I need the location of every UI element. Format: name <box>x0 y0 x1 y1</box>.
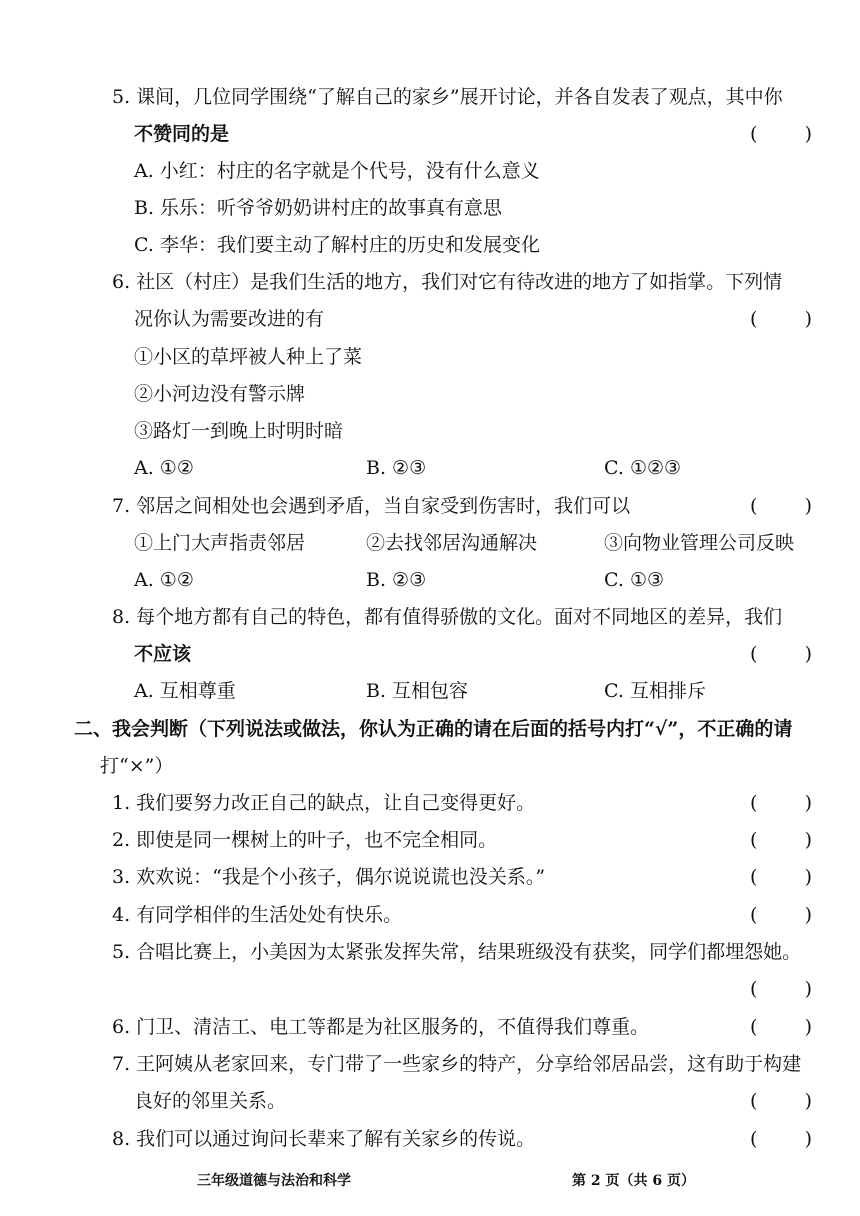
q6-item-2: ②小河边没有警示牌 <box>134 383 306 405</box>
q8-stem-line1: 8. 每个地方都有自己的特色，都有值得骄傲的文化。面对不同地区的差异，我们 <box>112 606 783 628</box>
footer-page-number: 第 2 页（共 6 页） <box>572 1173 695 1189</box>
q6-item-1: ①小区的草坪被人种上了菜 <box>134 346 363 368</box>
judge-item-3: 3. 欢欢说：“我是个小孩子，偶尔说说谎也没关系。” <box>112 866 546 888</box>
q5-stem-line2: 不赞同的是 <box>134 123 230 145</box>
judge-2-answer-bracket[interactable]: ( ) <box>750 829 812 851</box>
q8-option-a: A. 互相尊重 <box>134 680 236 702</box>
judge-4-answer-bracket[interactable]: ( ) <box>750 904 812 926</box>
q6-stem-line2: 况你认为需要改进的有 <box>134 308 325 330</box>
q7-item-3: ③向物业管理公司反映 <box>604 532 795 554</box>
judge-item-1: 1. 我们要努力改正自己的缺点，让自己变得更好。 <box>112 792 536 814</box>
q6-item-3: ③路灯一到晚上时明时暗 <box>134 420 344 442</box>
judge-7-answer-bracket[interactable]: ( ) <box>750 1090 812 1112</box>
q6-answer-bracket[interactable]: ( ) <box>750 308 812 330</box>
q5-option-b: B. 乐乐：听爷爷奶奶讲村庄的故事真有意思 <box>134 197 503 219</box>
judge-3-answer-bracket[interactable]: ( ) <box>750 866 812 888</box>
q6-option-c: C. ①②③ <box>604 457 682 479</box>
q8-option-b: B. 互相包容 <box>366 680 469 702</box>
q6-option-a: A. ①② <box>134 457 194 479</box>
judge-item-2: 2. 即使是同一棵树上的叶子，也不完全相同。 <box>112 829 498 851</box>
judge-item-4: 4. 有同学相伴的生活处处有快乐。 <box>112 904 403 926</box>
q7-option-b: B. ②③ <box>366 569 427 591</box>
footer-subject: 三年级道德与法治和科学 <box>197 1173 351 1189</box>
q7-stem-line1: 7. 邻居之间相处也会遇到矛盾，当自家受到伤害时，我们可以 <box>112 495 631 517</box>
judge-1-answer-bracket[interactable]: ( ) <box>750 792 812 814</box>
judge-item-5: 5. 合唱比赛上，小美因为太紧张发挥失常，结果班级没有获奖，同学们都埋怨她。 <box>112 941 802 963</box>
q5-option-c: C. 李华：我们要主动了解村庄的历史和发展变化 <box>134 234 540 256</box>
q5-option-a: A. 小红：村庄的名字就是个代号，没有什么意义 <box>134 160 540 182</box>
judge-8-answer-bracket[interactable]: ( ) <box>750 1128 812 1150</box>
q8-answer-bracket[interactable]: ( ) <box>750 643 812 665</box>
judge-item-6: 6. 门卫、清洁工、电工等都是为社区服务的，不值得我们尊重。 <box>112 1016 650 1038</box>
q7-option-a: A. ①② <box>134 569 194 591</box>
q6-option-b: B. ②③ <box>366 457 427 479</box>
q7-item-1: ①上门大声指责邻居 <box>134 532 306 554</box>
q5-answer-bracket[interactable]: ( ) <box>750 123 812 145</box>
section2-heading-line2: 打“×”） <box>100 755 174 777</box>
q7-option-c: C. ①③ <box>604 569 665 591</box>
q5-stem-line1: 5. 课间，几位同学围绕“了解自己的家乡”展开讨论，并各自发表了观点，其中你 <box>112 86 783 108</box>
judge-item-8: 8. 我们可以通过询问长辈来了解有关家乡的传说。 <box>112 1128 536 1150</box>
section2-heading-line1: 二、我会判断（下列说法或做法，你认为正确的请在后面的括号内打“√”，不正确的请 <box>74 718 793 740</box>
q7-item-2: ②去找邻居沟通解决 <box>366 532 538 554</box>
q7-answer-bracket[interactable]: ( ) <box>750 495 812 517</box>
q6-stem-line1: 6. 社区（村庄）是我们生活的地方，我们对它有待改进的地方了如指掌。下列情 <box>112 271 783 293</box>
judge-item-7-line2: 良好的邻里关系。 <box>134 1090 287 1112</box>
q8-option-c: C. 互相排斥 <box>604 680 706 702</box>
q8-stem-line2: 不应该 <box>134 643 192 665</box>
judge-5-answer-bracket[interactable]: ( ) <box>750 978 812 1000</box>
judge-6-answer-bracket[interactable]: ( ) <box>750 1016 812 1038</box>
judge-item-7-line1: 7. 王阿姨从老家回来，专门带了一些家乡的特产，分享给邻居品尝，这有助于构建 <box>112 1053 802 1075</box>
